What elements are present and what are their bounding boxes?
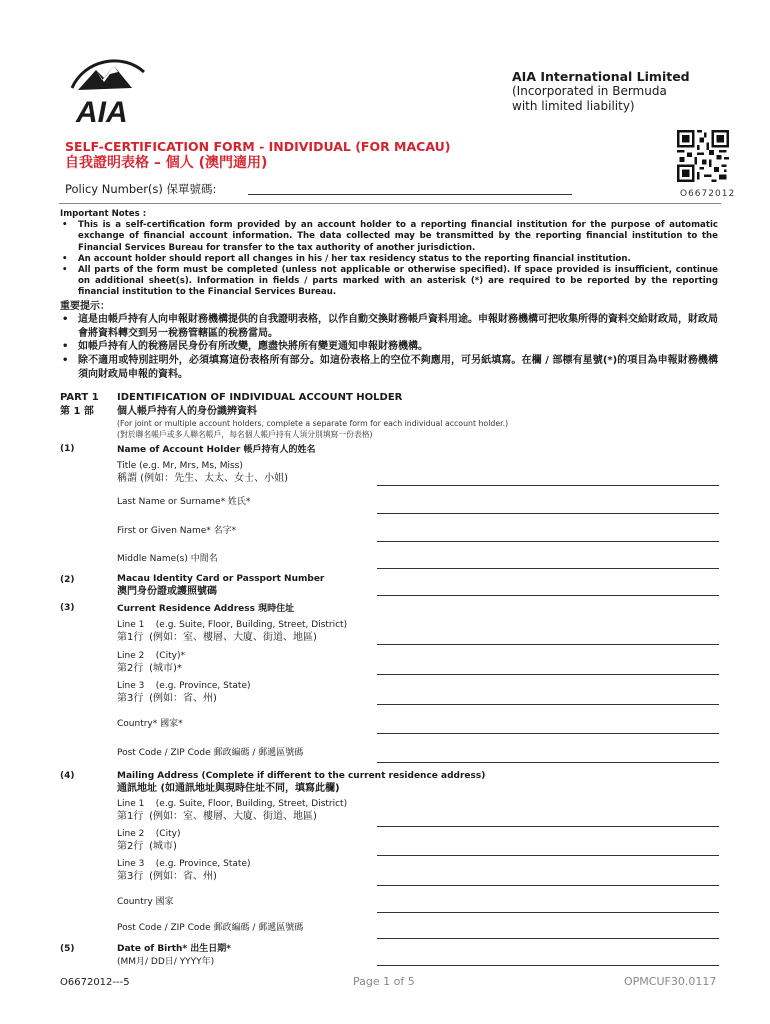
res-line3-hint-zh: (例如：省、州): [149, 692, 217, 704]
res-line3-label: [117, 680, 251, 705]
mail-line1-hint-zh: (例如：室、樓層、大廈、街道、地區): [149, 810, 317, 822]
res-line3-field[interactable]: [377, 704, 719, 705]
id-number-field[interactable]: [377, 595, 719, 596]
note-item-zh: • 如帳戶持有人的稅務居民身份有所改變，應盡快將所有變更通知申報財務機構。: [60, 340, 718, 354]
notes-heading-en: Important Notes :: [60, 209, 147, 219]
res-line1-field[interactable]: [377, 644, 719, 645]
residence-header-text: Current Residence Address 現時住址: [117, 604, 295, 614]
res-postcode-label: Post Code / ZIP Code 郵政編碼 / 郵遞區號碼: [117, 748, 304, 758]
dob-format: (MM月/ DD日/ YYYY年): [117, 956, 215, 967]
part-note-en: (For joint or multiple account holders, complete a separate form for each individual account holder.): [117, 419, 509, 428]
notes-heading-zh: 重要提示：: [60, 300, 110, 312]
field-number: (4): [60, 771, 75, 781]
first-name-field[interactable]: [377, 541, 719, 542]
mail-line2-en: Line 2: [117, 829, 145, 839]
res-line1-label: [117, 619, 347, 644]
mail-postcode-label: Post Code / ZIP Code 郵政編碼 / 郵遞區號碼: [117, 923, 304, 933]
qr-code-icon: [677, 130, 729, 182]
mail-country-label: Country 國家: [117, 897, 174, 907]
mail-line3-hint-zh: (例如：省、州): [149, 870, 217, 882]
id-label-en: Macau Identity Card or Passport Number: [117, 574, 325, 584]
note-item: • This is a self-certification form provided by an account holder to a reporting financial institution for the purpose of automatic exchange of financial account information. The data collected may be transmitted by the reporting financial institution to the Financial Services Bureau for transfer to the tax authority of another jurisdiction.: [60, 220, 718, 254]
part-title-zh: 個人帳戶持有人的身份識辨資料: [117, 406, 257, 417]
res-line2-label: [117, 650, 185, 675]
res-line3-en: Line 3: [117, 681, 145, 691]
footer-form-code: OPMCUF30.0117: [624, 975, 717, 988]
id-label: [117, 573, 324, 598]
important-notes: [60, 209, 718, 381]
company-liability: with limited liability): [512, 99, 635, 113]
name-header-text: Name of Account Holder 帳戶持有人的姓名: [117, 445, 316, 455]
mail-line1-en: Line 1: [117, 799, 145, 809]
part-title: [117, 391, 402, 419]
last-name-label: Last Name or Surname* 姓氏*: [117, 497, 251, 507]
note-item-zh: • 這是由帳戶持有人向申報財務機構提供的自我證明表格，以作自動交換財務帳戶資料用途。申報財務機構可把收集所得的資料交給財政局，財政局會將資料轉交到另一稅務管轄區的稅務當局。: [60, 313, 718, 340]
res-line3-hint-en: (e.g. Province, State): [155, 681, 251, 691]
form-title: [65, 138, 451, 172]
note-item: • An account holder should report all changes in his / her tax residency status to the reporting financial institution.: [60, 254, 718, 265]
document-code: O6672012: [680, 189, 736, 199]
res-country-field[interactable]: [377, 733, 719, 734]
page-number: Page 1 of 5: [353, 975, 415, 988]
dob-label-en: Date of Birth* 出生日期*: [117, 944, 231, 954]
dob-field[interactable]: [377, 965, 719, 966]
part-note-zh: (對於聯名帳戶或多人聯名帳戶，每名個人帳戶持有人須分別填寫一份表格): [117, 430, 373, 439]
dob-label: [117, 943, 231, 968]
field-number: (3): [60, 603, 75, 613]
mail-postcode-field[interactable]: [377, 938, 719, 939]
part-label-en: PART 1: [60, 392, 99, 403]
mail-line3-zh: 第3行: [117, 870, 144, 882]
note-item: • All parts of the form must be completed (unless not applicable or otherwise specified). If space provided is insufficient, continue on additional sheet(s). Information in fields / parts marked with an asterisk (*) are required to be reported by the reporting financial institution to the Financial Services Bureau.: [60, 265, 718, 299]
footer-doc-code: O6672012---5: [60, 977, 130, 988]
name-header: [117, 444, 315, 457]
field-number: (2): [60, 575, 75, 585]
res-line1-en: Line 1: [117, 620, 145, 630]
mailing-header-zh: 通訊地址 (如通訊地址與現時住址不同，填寫此欄): [117, 782, 340, 794]
mail-line3-hint-en: (e.g. Province, State): [155, 859, 251, 869]
aia-logo-icon: [62, 50, 152, 130]
company-name: AIA International Limited: [512, 69, 690, 84]
res-line1-zh: 第1行: [117, 631, 144, 643]
last-name-field[interactable]: [377, 513, 719, 514]
res-line2-hint-en: (City)*: [155, 651, 185, 661]
svg-text:AIA: AIA: [76, 96, 128, 129]
divider: [59, 203, 721, 204]
mail-line1-label: [117, 798, 347, 823]
mail-line2-hint-en: (City): [155, 829, 181, 839]
mail-line1-zh: 第1行: [117, 810, 144, 822]
res-line1-hint-zh: (例如：室、樓層、大廈、街道、地區): [149, 631, 317, 643]
part-label: [60, 391, 99, 419]
title-label-zh: 稱謂 (例如：先生、太太、女士、小姐): [117, 473, 288, 484]
part-note: [117, 418, 508, 440]
res-line2-en: Line 2: [117, 651, 145, 661]
part-label-zh: 第 1 部: [60, 406, 94, 417]
residence-header: [117, 603, 294, 616]
mail-line1-hint-en: (e.g. Suite, Floor, Building, Street, District): [155, 799, 348, 809]
mail-country-field[interactable]: [377, 912, 719, 913]
policy-number-label: Policy Number(s) 保單號碼:: [65, 182, 217, 196]
mail-line2-label: [117, 828, 180, 853]
middle-name-field[interactable]: [377, 568, 719, 569]
company-info: [512, 69, 690, 114]
res-postcode-field[interactable]: [377, 762, 719, 763]
first-name-label: First or Given Name* 名字*: [117, 526, 237, 536]
res-line2-zh: 第2行: [117, 662, 144, 674]
form-title-zh: 自我證明表格 – 個人 (澳門適用): [65, 155, 268, 171]
mail-line3-field[interactable]: [377, 885, 719, 886]
field-number: (5): [60, 944, 75, 954]
title-field[interactable]: [377, 485, 719, 486]
id-label-zh: 澳門身份證或護照號碼: [117, 585, 217, 597]
middle-name-label: Middle Name(s) 中間名: [117, 554, 218, 564]
title-label-en: Title (e.g. Mr, Mrs, Ms, Miss): [117, 461, 243, 471]
res-line2-hint-zh: (城市)*: [149, 662, 182, 674]
mail-line2-hint-zh: (城市): [149, 840, 177, 852]
mail-line3-label: [117, 858, 251, 883]
mail-line3-en: Line 3: [117, 859, 145, 869]
note-item-zh: • 除不適用或特別註明外，必須填寫這份表格所有部分。如這份表格上的空位不夠應用，可另紙填寫。在欄 / 部標有星號(*)的項目為申報財務機構須向財政局申報的資料。: [60, 354, 718, 381]
policy-number-field[interactable]: [248, 194, 572, 195]
mailing-header: [117, 770, 485, 795]
part-title-en: IDENTIFICATION OF INDIVIDUAL ACCOUNT HOLDER: [117, 392, 403, 403]
form-title-en: SELF-CERTIFICATION FORM - INDIVIDUAL (FOR MACAU): [65, 139, 451, 154]
res-country-label: Country* 國家*: [117, 719, 183, 729]
res-line3-zh: 第3行: [117, 692, 144, 704]
mail-line2-field[interactable]: [377, 855, 719, 856]
res-line2-field[interactable]: [377, 674, 719, 675]
mail-line1-field[interactable]: [377, 826, 719, 827]
mail-line2-zh: 第2行: [117, 840, 144, 852]
mailing-header-en: Mailing Address (Complete if different to the current residence address): [117, 771, 486, 781]
company-incorporated: (Incorporated in Bermuda: [512, 84, 667, 98]
field-number: (1): [60, 444, 75, 454]
res-line1-hint-en: (e.g. Suite, Floor, Building, Street, District): [155, 620, 348, 630]
